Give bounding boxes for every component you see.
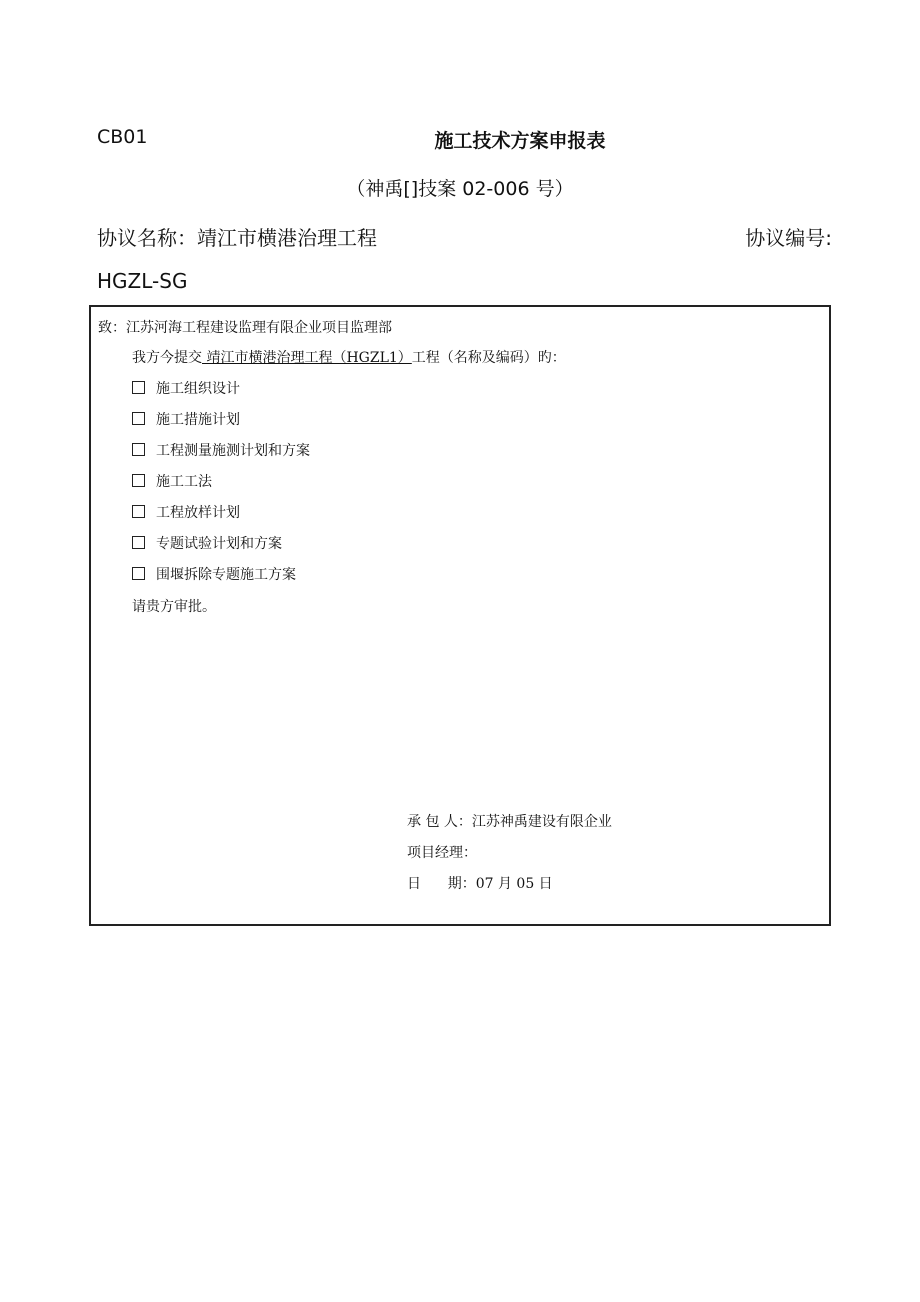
- form-box: [89, 305, 831, 926]
- intro-suffix: 工程（名称及编码）旳：: [411, 350, 566, 366]
- checkbox-icon[interactable]: [132, 567, 145, 580]
- checkbox-icon[interactable]: [132, 536, 145, 549]
- addressee: 致：江苏河海工程建设监理有限企业项目监理部: [98, 320, 392, 336]
- document-number: （神禹[]技案 02-006 号）: [346, 178, 574, 200]
- checkbox-item[interactable]: [132, 440, 310, 460]
- checkbox-label: 施工工法: [156, 474, 212, 490]
- checkbox-label: 工程放样计划: [156, 505, 240, 521]
- intro-prefix: 我方今提交: [132, 350, 202, 366]
- form-title: 施工技术方案申报表: [434, 130, 606, 152]
- checkbox-item[interactable]: [132, 471, 212, 491]
- checkbox-label: 围堰拆除专题施工方案: [156, 567, 296, 583]
- checkbox-label: 施工组织设计: [156, 381, 240, 397]
- checkbox-item[interactable]: [132, 378, 240, 398]
- checkbox-label: 专题试验计划和方案: [156, 536, 282, 552]
- checkbox-icon[interactable]: [132, 443, 145, 456]
- approval-request: 请贵方审批。: [132, 599, 216, 615]
- checkbox-item[interactable]: [132, 564, 296, 584]
- checkbox-icon[interactable]: [132, 381, 145, 394]
- checkbox-item[interactable]: [132, 533, 282, 553]
- date-line: 日 期：07 月 05 日: [407, 876, 553, 892]
- contract-name: 协议名称：靖江市横港治理工程: [97, 226, 377, 250]
- contract-number-value: HGZL-SG: [97, 269, 188, 293]
- checkbox-icon[interactable]: [132, 505, 145, 518]
- form-code: CB01: [97, 126, 148, 148]
- checkbox-label: 工程测量施测计划和方案: [156, 443, 310, 459]
- contract-number-label: 协议编号:: [745, 226, 832, 250]
- checkbox-icon[interactable]: [132, 412, 145, 425]
- project-name-underlined: 靖江市横港治理工程（HGZL1）: [202, 350, 412, 366]
- checkbox-label: 施工措施计划: [156, 412, 240, 428]
- project-manager-line: 项目经理：: [407, 845, 477, 861]
- submission-intro: [132, 347, 566, 367]
- checkbox-item[interactable]: [132, 409, 240, 429]
- checkbox-item[interactable]: [132, 502, 240, 522]
- contractor-line: 承 包 人：江苏神禹建设有限企业: [407, 814, 612, 830]
- checkbox-icon[interactable]: [132, 474, 145, 487]
